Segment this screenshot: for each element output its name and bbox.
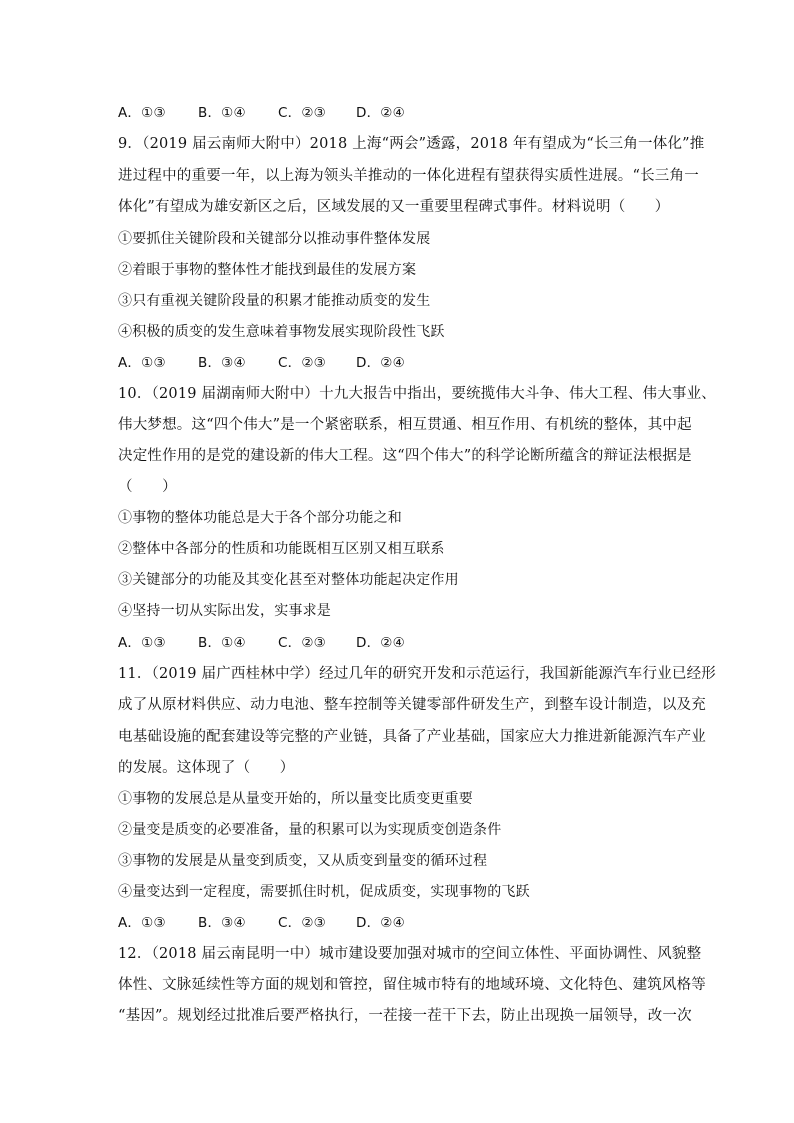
- option-c[interactable]: C．②③: [278, 105, 326, 121]
- q9-stem-line-2: 进过程中的重要一年，以上海为领头羊推动的一体化进程有望获得实质性进展。“长三角一: [118, 168, 699, 184]
- q9-options-row: [118, 353, 405, 373]
- q11-stem-line-3: 电基础设施的配套建设等完整的产业链，具备了产业基础，国家应大力推进新能源汽车产业: [118, 729, 706, 745]
- q9-statement-3: ③只有重视关键阶段量的积累才能推动质变的发生: [118, 293, 431, 309]
- q11-statement-2: ②量变是质变的必要准备，量的积累可以为实现质变创造条件: [118, 822, 502, 838]
- option-d[interactable]: D．②④: [356, 355, 405, 371]
- option-b[interactable]: B．①④: [198, 105, 246, 121]
- option-d[interactable]: D．②④: [356, 915, 405, 931]
- q10-options-row: [118, 633, 405, 653]
- q10-stem-line-2: 伟大梦想。这“四个伟大”是一个紧密联系，相互贯通、相互作用、有机统的整体，其中起: [118, 417, 692, 433]
- q12-stem-line-3: “基因”。规划经过批准后要严格执行，一茬接一茬干下去，防止出现换一届领导，改一次: [118, 1008, 692, 1024]
- option-d[interactable]: D．②④: [356, 105, 405, 121]
- q9-statement-1: ①要抓住关键阶段和关键部分以推动事件整体发展: [118, 231, 431, 247]
- q11-stem-line-4: 的发展。这体现了（ ）: [118, 760, 295, 776]
- q11-statement-4: ④量变达到一定程度，需要抓住时机，促成质变，实现事物的飞跃: [118, 884, 530, 900]
- q11-stem-line-1: 11．（2019 届广西桂林中学）经过几年的研究开发和示范运行，我国新能源汽车行业已经形: [118, 666, 717, 682]
- option-a[interactable]: A．①③: [118, 635, 166, 651]
- option-d[interactable]: D．②④: [356, 635, 405, 651]
- q9-statement-4: ④积极的质变的发生意味着事物发展实现阶段性飞跃: [118, 324, 445, 340]
- q9-statement-2: ②着眼于事物的整体性才能找到最佳的发展方案: [118, 262, 417, 278]
- q11-options-row: [118, 913, 405, 933]
- q10-stem-line-3: 决定性作用的是党的建设新的伟大工程。这“四个伟大”的科学论断所蕴含的辩证法根据是: [118, 448, 692, 464]
- option-b[interactable]: B．③④: [198, 915, 246, 931]
- option-b[interactable]: B．①④: [198, 635, 246, 651]
- q9-stem-line-1: 9．（2019 届云南师大附中）2018 上海“两会”透露，2018 年有望成为“长三角一体化”推: [118, 136, 705, 152]
- q10-statement-4: ④坚持一切从实际出发，实事求是: [118, 603, 331, 619]
- option-a[interactable]: A．①③: [118, 105, 166, 121]
- q12-stem-line-2: 体性、文脉延续性等方面的规划和管控，留住城市特有的地域环境、文化特色、建筑风格等: [118, 977, 706, 993]
- q10-statement-2: ②整体中各部分的性质和功能既相互区别又相互联系: [118, 541, 445, 557]
- q10-statement-3: ③关键部分的功能及其变化甚至对整体功能起决定作用: [118, 572, 459, 588]
- q11-statement-1: ①事物的发展总是从量变开始的，所以量变比质变更重要: [118, 791, 473, 807]
- q12-stem-line-1: 12．（2018 届云南昆明一中）城市建设要加强对城市的空间立体性、平面协调性、风貌整: [118, 946, 702, 962]
- option-a[interactable]: A．①③: [118, 915, 166, 931]
- q11-statement-3: ③事物的发展是从量变到质变，又从质变到量变的循环过程: [118, 853, 488, 869]
- q9-stem-line-3: 体化”有望成为雄安新区之后，区域发展的又一重要里程碑式事件。材料说明（ ）: [118, 199, 670, 215]
- q11-stem-line-2: 成了从原材料供应、动力电池、整车控制等关键零部件研发生产，到整车设计制造，以及充: [118, 697, 706, 713]
- option-c[interactable]: C．②③: [278, 355, 326, 371]
- option-a[interactable]: A．①③: [118, 355, 166, 371]
- option-c[interactable]: C．②③: [278, 635, 326, 651]
- options-row-prev: [118, 103, 405, 123]
- q10-stem-line-1: 10．（2019 届湖南师大附中）十九大报告中指出，要统揽伟大斗争、伟大工程、伟大事业、: [118, 386, 717, 402]
- q10-statement-1: ①事物的整体功能总是大于各个部分功能之和: [118, 510, 402, 526]
- option-c[interactable]: C．②③: [278, 915, 326, 931]
- q10-stem-line-4: （ ）: [118, 479, 177, 495]
- option-b[interactable]: B．③④: [198, 355, 246, 371]
